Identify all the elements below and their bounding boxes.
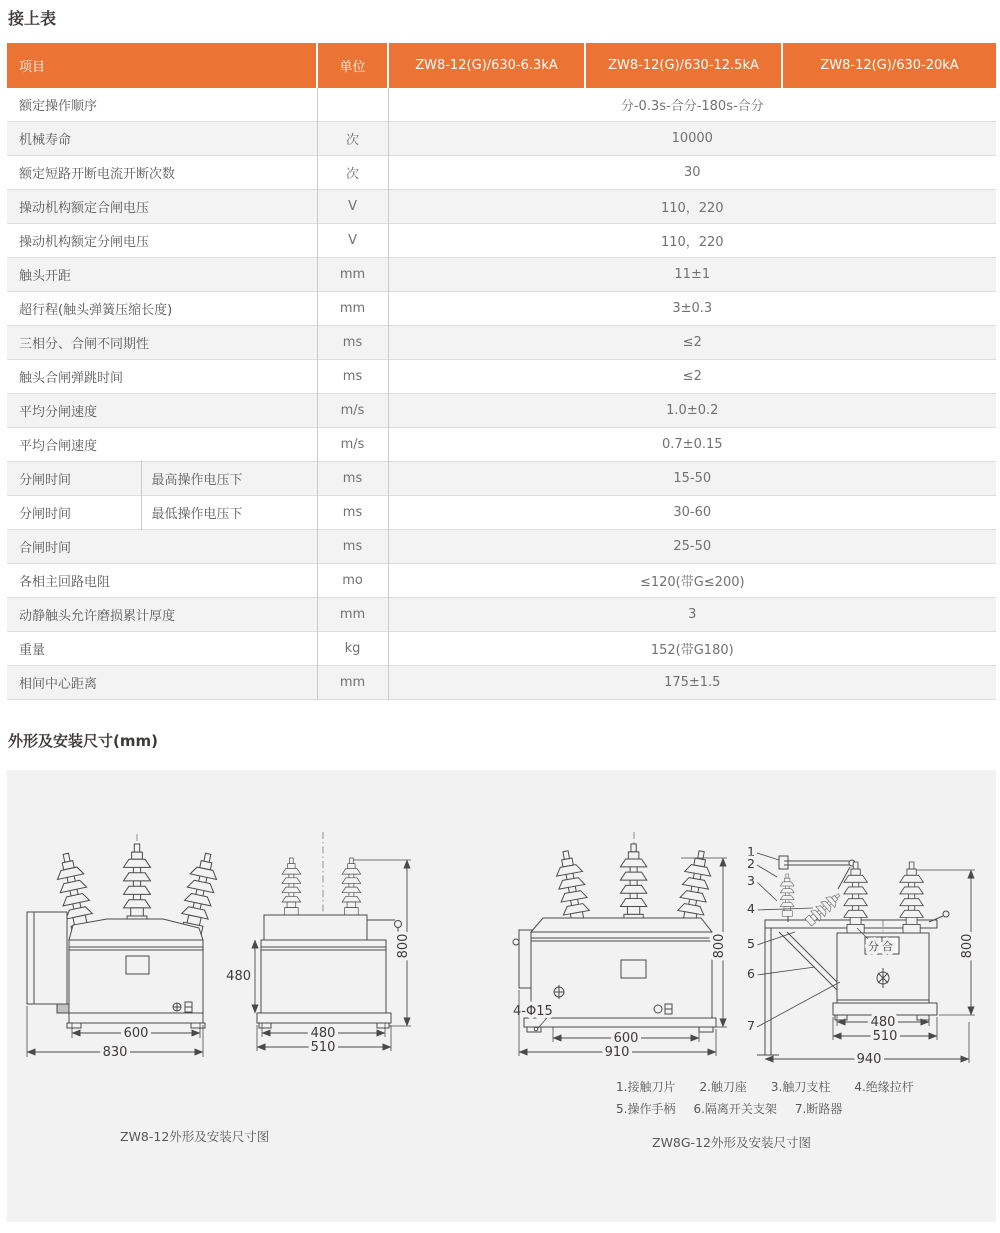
row-value: 110，220 (660, 201, 724, 216)
row-unit: ms (317, 496, 388, 530)
dim-label-910: 910 (604, 1045, 630, 1060)
table-row (7, 326, 996, 360)
row-unit: mm (317, 666, 388, 700)
row-unit: mm (317, 598, 388, 632)
table-row (7, 564, 996, 598)
legend-item: 2.触刀座 (699, 1080, 747, 1094)
row-unit: mm (317, 292, 388, 326)
dim-label-600: 600 (613, 1031, 639, 1046)
header-item: 项目 (7, 43, 317, 88)
row-item: 各相主回路电阻 (7, 564, 317, 598)
row-unit: mm (317, 258, 388, 292)
row-value: 11±1 (674, 267, 711, 282)
row-unit: V (317, 224, 388, 258)
row-unit: 次 (317, 122, 388, 156)
row-unit: ms (317, 360, 388, 394)
table-row (7, 292, 996, 326)
table-row (7, 496, 996, 530)
dim-label-830: 830 (102, 1045, 128, 1060)
callout-number-6: 6 (747, 966, 755, 981)
row-subitem: 最低操作电压下 (141, 496, 317, 530)
header-model-3: ZW8-12(G)/630-20kA (782, 43, 996, 88)
row-subitem: 最高操作电压下 (141, 462, 317, 496)
row-value: 3±0.3 (672, 301, 713, 316)
row-item: 触头开距 (7, 258, 317, 292)
table-row (7, 666, 996, 700)
row-value: 1.0±0.2 (666, 403, 719, 418)
row-value: 15-50 (673, 471, 712, 486)
table-row (7, 462, 996, 496)
row-unit: m/s (317, 428, 388, 462)
legend-item: 5.操作手柄 (616, 1102, 676, 1116)
table-row (7, 258, 996, 292)
row-item: 机械寿命 (7, 122, 317, 156)
figure-caption-zw8g: ZW8G-12外形及安装尺寸图 (652, 1135, 811, 1150)
table-row (7, 224, 996, 258)
row-item: 重量 (7, 632, 317, 666)
row-item: 额定短路开断电流开断次数 (7, 156, 317, 190)
callout-number-5: 5 (747, 936, 755, 951)
dim-label-480: 480 (310, 1026, 336, 1041)
row-unit: m/s (317, 394, 388, 428)
row-unit: ms (317, 326, 388, 360)
dim-label-800: 800 (396, 933, 411, 959)
parts-legend (616, 1076, 938, 1120)
table-row (7, 428, 996, 462)
row-item: 动静触头允许磨损累计厚度 (7, 598, 317, 632)
legend-item: 1.接触刀片 (616, 1080, 676, 1094)
row-unit: 次 (317, 156, 388, 190)
row-item: 操动机构额定合闸电压 (7, 190, 317, 224)
dim-label-600: 600 (123, 1026, 149, 1041)
row-item: 触头合闸弹跳时间 (7, 360, 317, 394)
row-unit (317, 88, 388, 122)
callout-number-4: 4 (747, 901, 755, 916)
dim-label-800: 800 (960, 933, 975, 959)
callout-number-1: 1 (747, 844, 755, 859)
row-value: 30 (683, 165, 701, 180)
technical-drawings (7, 770, 996, 1222)
mounting-holes-label: 4-Φ15 (513, 1004, 553, 1019)
row-item: 三相分、合闸不同期性 (7, 326, 317, 360)
indicator-label: 分合 (868, 940, 896, 953)
zw8-side-drawing (226, 832, 411, 1055)
row-value: 分-0.3s-合分-180s-合分 (620, 99, 764, 114)
legend-item: 7.断路器 (794, 1102, 843, 1116)
row-value: 25-50 (673, 539, 712, 554)
legend-item: 4.绝缘拉杆 (854, 1080, 914, 1094)
header-model-1: ZW8-12(G)/630-6.3kA (388, 43, 585, 88)
row-unit: ms (317, 530, 388, 564)
row-item: 额定操作顺序 (7, 88, 317, 122)
dim-label-480: 480 (870, 1015, 896, 1030)
dim-label-480-body: 480 (226, 969, 251, 984)
page-title: 接上表 (8, 9, 57, 28)
row-item: 分闸时间 (7, 462, 141, 496)
lifting-hook (367, 920, 402, 934)
row-value: ≤2 (682, 369, 702, 384)
table-row (7, 530, 996, 564)
callout-number-3: 3 (747, 873, 755, 888)
row-unit: ms (317, 462, 388, 496)
row-value: 110，220 (660, 235, 724, 250)
legend-item: 6.隔离开关支架 (693, 1102, 777, 1116)
row-item: 合闸时间 (7, 530, 317, 564)
row-item: 操动机构额定分闸电压 (7, 224, 317, 258)
table-row (7, 394, 996, 428)
table-row (7, 156, 996, 190)
row-value: 0.7±0.15 (662, 437, 723, 452)
table-row (7, 632, 996, 666)
section-title: 外形及安装尺寸(mm) (8, 732, 158, 750)
row-unit: V (317, 190, 388, 224)
dim-label-940: 940 (856, 1052, 882, 1067)
drawings-panel (7, 770, 996, 1222)
zw8g-side-drawing (747, 844, 975, 1067)
row-item: 平均分闸速度 (7, 394, 317, 428)
zw8g-front-drawing (513, 832, 727, 1060)
row-value: 30-60 (673, 505, 712, 520)
dim-label-800: 800 (712, 933, 727, 959)
table-row (7, 360, 996, 394)
table-header-row (7, 43, 996, 88)
row-value: 175±1.5 (664, 675, 721, 690)
row-value: 3 (688, 607, 697, 622)
disconnector-blade (779, 856, 855, 869)
table-row (7, 88, 996, 122)
row-unit: kg (317, 632, 388, 666)
row-value: 152(带G180) (650, 643, 734, 658)
row-value: 10000 (671, 131, 713, 146)
zw8-front-drawing (27, 834, 221, 1060)
row-item: 超行程(触头弹簧压缩长度) (7, 292, 317, 326)
table-row (7, 190, 996, 224)
row-item: 平均合闸速度 (7, 428, 317, 462)
table-row (7, 122, 996, 156)
callout-number-2: 2 (747, 856, 755, 871)
dim-label-510: 510 (872, 1029, 898, 1044)
legend-item: 3.触刀支柱 (770, 1080, 831, 1094)
legend-row-1 (616, 1076, 938, 1098)
legend-row-2 (616, 1098, 938, 1120)
header-unit: 单位 (317, 43, 388, 88)
row-unit: mo (317, 564, 388, 598)
row-value: ≤2 (682, 335, 702, 350)
row-item: 分闸时间 (7, 496, 141, 530)
header-model-2: ZW8-12(G)/630-12.5kA (585, 43, 782, 88)
row-item: 相间中心距离 (7, 666, 317, 700)
spec-table (7, 43, 996, 700)
table-row (7, 598, 996, 632)
row-value: ≤120(带G≤200) (639, 575, 745, 590)
dim-label-510: 510 (310, 1040, 336, 1055)
callout-number-7: 7 (747, 1018, 755, 1033)
figure-caption-zw8: ZW8-12外形及安装尺寸图 (120, 1129, 270, 1144)
